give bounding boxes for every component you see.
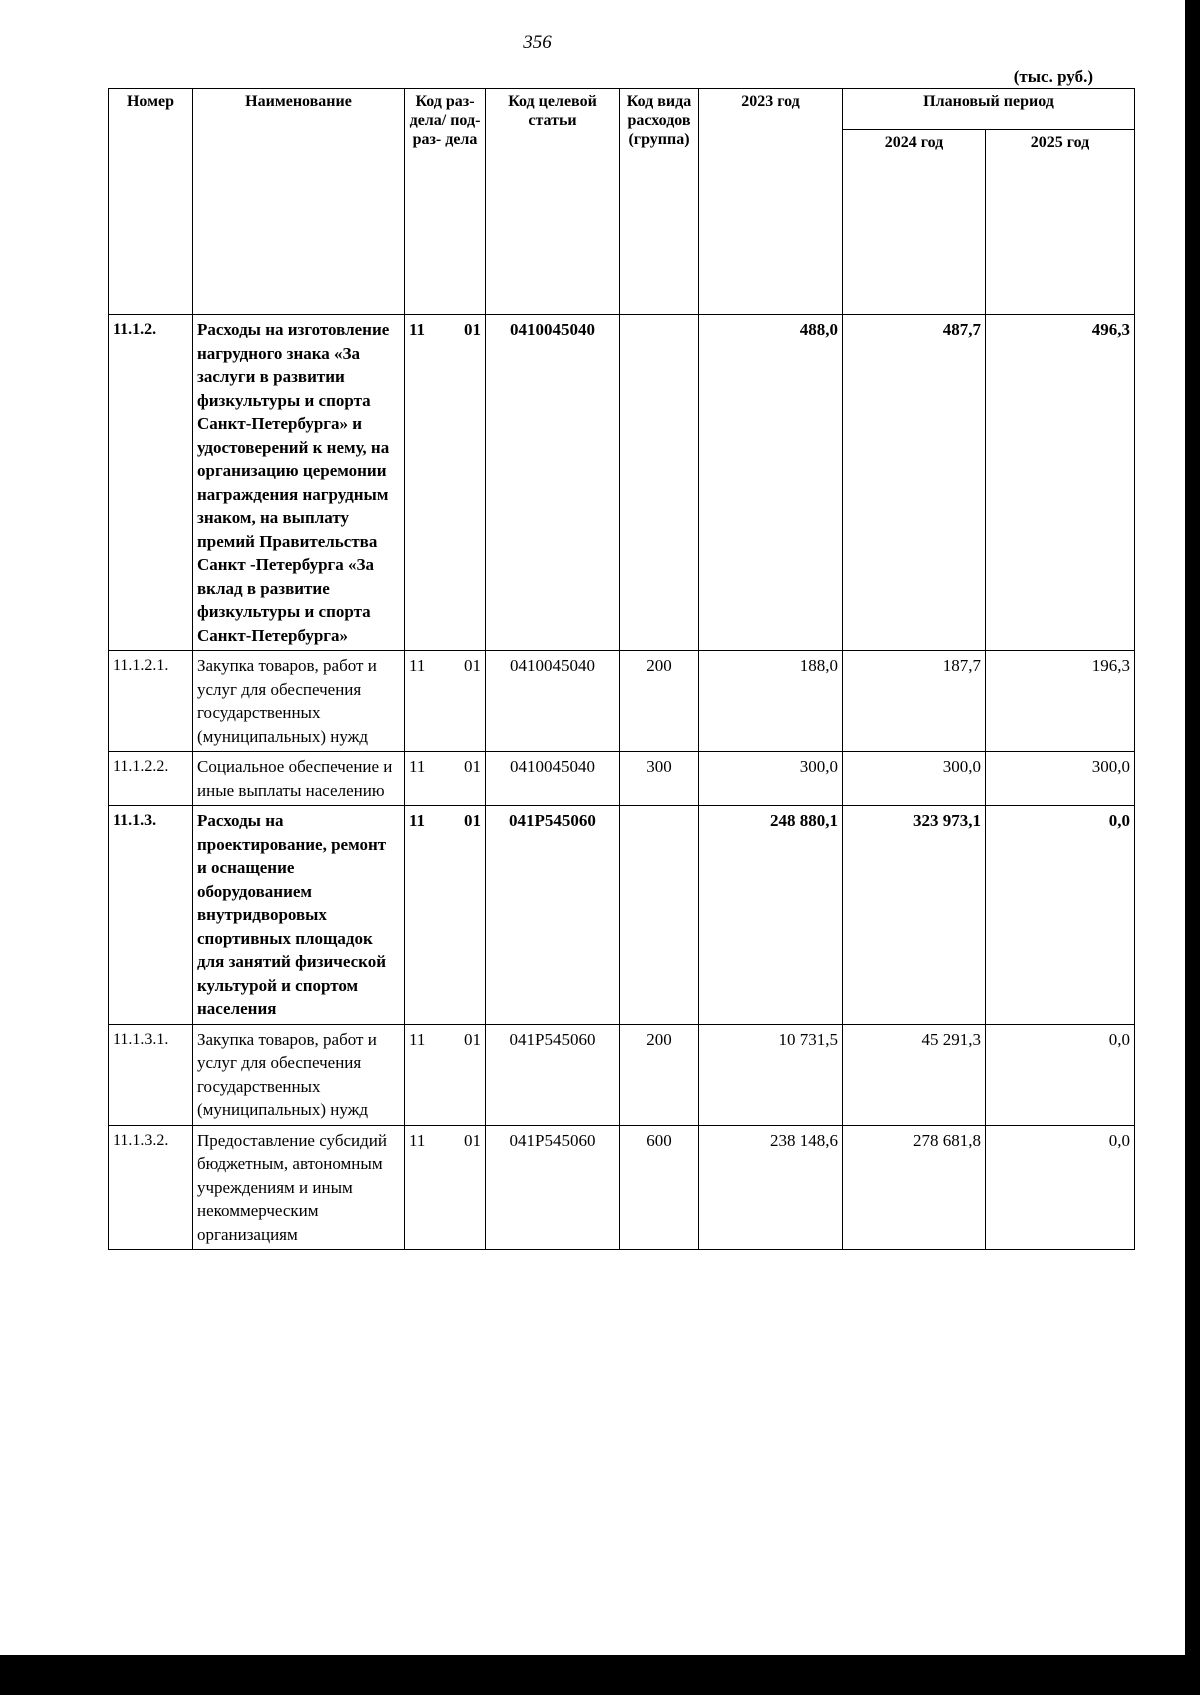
- row-amount-2023: 238 148,6: [699, 1125, 843, 1250]
- subsection-code: 01: [464, 1130, 481, 1150]
- row-amount-2023: 488,0: [699, 315, 843, 651]
- header-year-2025: 2025 год: [986, 130, 1135, 315]
- row-amount-2024: 45 291,3: [843, 1024, 986, 1125]
- row-target-code: 041Р545060: [486, 1125, 620, 1250]
- units-label: (тыс. руб.): [1013, 67, 1093, 86]
- row-section: [405, 315, 486, 651]
- row-expense-type: [620, 806, 699, 1025]
- row-expense-type: [620, 315, 699, 651]
- row-amount-2024: 300,0: [843, 752, 986, 806]
- row-section: [405, 651, 486, 752]
- row-expense-type: 200: [620, 1024, 699, 1125]
- row-name: Предоставление субсидий бюджетным, автономным учреждениям и иным некоммерческим организациям: [193, 1125, 405, 1250]
- row-amount-2024: 187,7: [843, 651, 986, 752]
- row-amount-2025: 196,3: [986, 651, 1135, 752]
- section-code: 11: [409, 656, 426, 675]
- row-name: Социальное обеспечение и иные выплаты населению: [193, 752, 405, 806]
- row-amount-2023: 248 880,1: [699, 806, 843, 1025]
- row-name: Закупка товаров, работ и услуг для обеспечения государственных (муниципальных) нужд: [193, 1024, 405, 1125]
- row-number: 11.1.3.2.: [109, 1125, 193, 1250]
- budget-table: [108, 88, 1135, 1250]
- row-amount-2023: 300,0: [699, 752, 843, 806]
- row-amount-2025: 300,0: [986, 752, 1135, 806]
- section-code: 11: [409, 1029, 426, 1049]
- row-target-code: 0410045040: [486, 752, 620, 806]
- row-expense-type: 300: [620, 752, 699, 806]
- row-amount-2025: 0,0: [986, 806, 1135, 1025]
- table-row: [109, 651, 1135, 752]
- subsection-code: 01: [464, 811, 481, 830]
- subsection-code: 01: [464, 1029, 481, 1049]
- row-amount-2023: 10 731,5: [699, 1024, 843, 1125]
- section-code: 11: [409, 757, 426, 776]
- row-amount-2024: 487,7: [843, 315, 986, 651]
- row-target-code: 0410045040: [486, 315, 620, 651]
- row-expense-type: 600: [620, 1125, 699, 1250]
- table-row: [109, 806, 1135, 1025]
- row-section: [405, 1024, 486, 1125]
- table-row: [109, 752, 1135, 806]
- row-amount-2024: 323 973,1: [843, 806, 986, 1025]
- row-amount-2025: 0,0: [986, 1125, 1135, 1250]
- table-row: [109, 1024, 1135, 1125]
- row-number: 11.1.3.1.: [109, 1024, 193, 1125]
- row-target-code: 041Р545060: [486, 1024, 620, 1125]
- header-name: Наименование: [193, 89, 405, 315]
- row-expense-type: 200: [620, 651, 699, 752]
- row-number: 11.1.2.1.: [109, 651, 193, 752]
- row-section: [405, 752, 486, 806]
- header-row: [109, 89, 1135, 130]
- header-year-2024: 2024 год: [843, 130, 986, 315]
- table-row: [109, 1125, 1135, 1250]
- row-number: 11.1.2.2.: [109, 752, 193, 806]
- subsection-code: 01: [464, 320, 481, 339]
- header-target-code: Код целевой статьи: [486, 89, 620, 315]
- table-row: [109, 315, 1135, 651]
- header-section-code: Код раз- дела/ под- раз- дела: [405, 89, 486, 315]
- row-target-code: 0410045040: [486, 651, 620, 752]
- page-number: 356: [523, 32, 552, 53]
- row-amount-2025: 496,3: [986, 315, 1135, 651]
- section-code: 11: [409, 811, 426, 830]
- row-target-code: 041Р545060: [486, 806, 620, 1025]
- row-name: Закупка товаров, работ и услуг для обеспечения государственных (муниципальных) нужд: [193, 651, 405, 752]
- header-planned-period: Плановый период: [843, 89, 1135, 130]
- header-expense-type: Код вида расходов (группа): [620, 89, 699, 315]
- row-name: Расходы на проектирование, ремонт и оснащение оборудованием внутридворовых спортивных площадок для занятий физической культурой и спортом населения: [193, 806, 405, 1025]
- subsection-code: 01: [464, 757, 481, 776]
- row-amount-2024: 278 681,8: [843, 1125, 986, 1250]
- row-amount-2023: 188,0: [699, 651, 843, 752]
- header-year-2023: 2023 год: [699, 89, 843, 315]
- row-section: [405, 1125, 486, 1250]
- section-code: 11: [409, 1130, 426, 1150]
- subsection-code: 01: [464, 656, 481, 675]
- row-amount-2025: 0,0: [986, 1024, 1135, 1125]
- row-name: Расходы на изготовление нагрудного знака «За заслуги в развитии физкультуры и спорта Санкт-Петербурга» и удостоверений к нему, на организацию церемонии награждения нагрудным знаком, на выплату премий Правительства Санкт -Петербурга «За вклад в развитие физкультуры и спорта Санкт-Петербурга»: [193, 315, 405, 651]
- header-number: Номер: [109, 89, 193, 315]
- row-section: [405, 806, 486, 1025]
- row-number: 11.1.2.: [109, 315, 193, 651]
- section-code: 11: [409, 320, 426, 339]
- row-number: 11.1.3.: [109, 806, 193, 1025]
